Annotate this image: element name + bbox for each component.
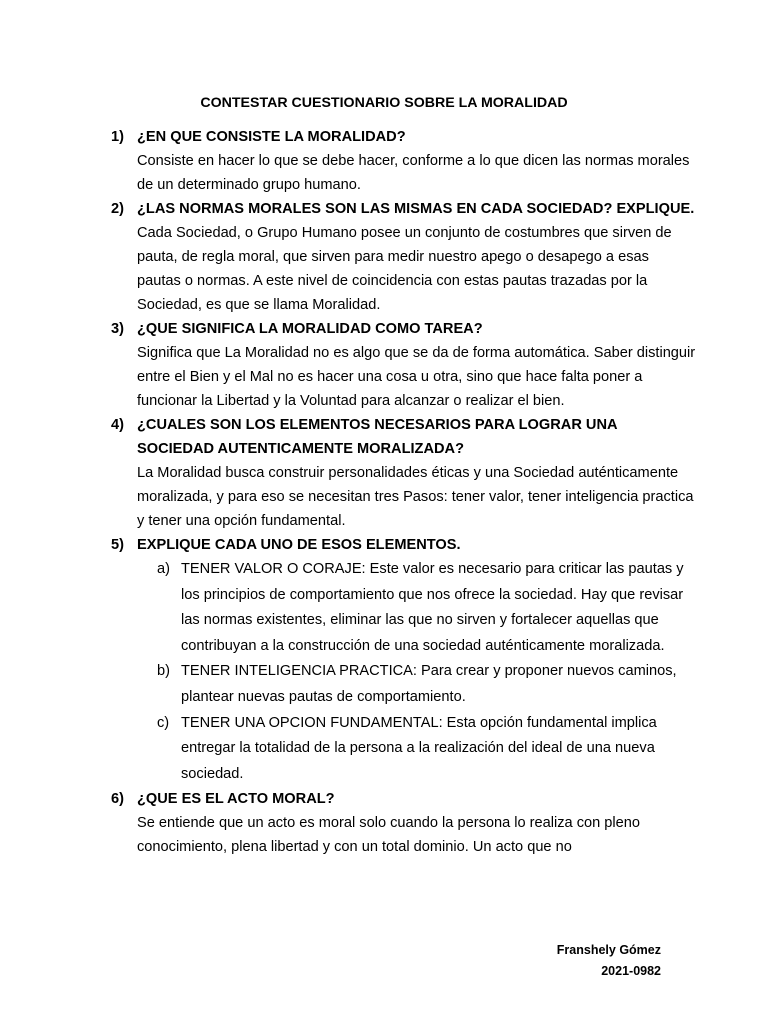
question-number: 5) [111, 537, 124, 553]
question-number: 6) [111, 791, 124, 808]
question-number: 1) [111, 129, 124, 145]
element-item-c [137, 711, 696, 788]
question-number: 3) [111, 321, 124, 337]
answer-text: Se entiende que un acto es moral solo cuando la persona lo realiza con pleno conocimiento, plena libertad y con un total dominio. Un acto que no [137, 815, 641, 856]
question-text: ¿EN QUE CONSISTE LA MORALIDAD? [137, 129, 406, 145]
answer-text: Significa que La Moralidad no es algo que se da de forma automática. Saber distinguir entre el Bien y el Mal no es hacer una cosa u otra, sino que hace falta poner a funcionar la Libertad y la Voluntad para alcanzar o realizar el bien. [137, 345, 696, 409]
question-text: ¿QUE SIGNIFICA LA MORALIDAD COMO TAREA? [137, 321, 483, 337]
question-number: 2) [111, 201, 124, 217]
element-label: b) [157, 663, 170, 680]
element-label: c) [157, 714, 170, 731]
question-item-1 [111, 125, 696, 197]
element-label: a) [157, 561, 170, 577]
answer-text: Consiste en hacer lo que se debe hacer, conforme a lo que dicen las normas morales de un determinado grupo humano. [137, 153, 690, 193]
question-item-4 [111, 413, 696, 533]
question-item-3 [111, 317, 696, 413]
student-id: 2021-0982 [601, 964, 661, 978]
element-text: TENER UNA OPCION FUNDAMENTAL: Esta opción fundamental implica entregar la totalidad de la persona a la realización del ideal de una nueva sociedad. [181, 714, 657, 782]
element-item-a [137, 557, 696, 659]
question-text: ¿CUALES SON LOS ELEMENTOS NECESARIOS PARA LOGRAR UNA SOCIEDAD AUTENTICAMENTE MORALIZADA? [137, 417, 618, 457]
document-title: CONTESTAR CUESTIONARIO SOBRE LA MORALIDAD [200, 95, 568, 111]
question-text: ¿LAS NORMAS MORALES SON LAS MISMAS EN CADA SOCIEDAD? EXPLIQUE. [137, 201, 695, 217]
question-number: 4) [111, 417, 124, 433]
question-text: EXPLIQUE CADA UNO DE ESOS ELEMENTOS. [137, 537, 461, 553]
author-footer [557, 940, 661, 982]
question-list [111, 125, 696, 859]
answer-text: Cada Sociedad, o Grupo Humano posee un conjunto de costumbres que sirven de pauta, de regla moral, que sirven para medir nuestro apego o desapego a esas pautas o normas. A este nivel de coincidencia con estas pautas trazadas por la Sociedad, es que se llama Moralidad. [137, 225, 672, 313]
question-text: ¿QUE ES EL ACTO MORAL? [137, 791, 335, 808]
question-item-2 [111, 197, 696, 317]
answer-text: La Moralidad busca construir personalidades éticas y una Sociedad auténticamente moralizada, y para eso se necesitan tres Pasos: tener valor, tener inteligencia practica y tener una opción fundamental. [137, 465, 694, 529]
author-name: Franshely Gómez [556, 943, 661, 957]
element-item-b [137, 659, 696, 710]
question-item-6 [111, 787, 696, 859]
element-text: TENER VALOR O CORAJE: Este valor es necesario para criticar las pautas y los principios de comportamiento que nos ofrece la sociedad. Hay que revisar las normas existentes, eliminar las que no sirven y fortalecer aquellas que contribuyan a la construcción de una sociedad auténticamente moralizada. [181, 561, 684, 654]
element-text: TENER INTELIGENCIA PRACTICA: Para crear y proponer nuevos caminos, plantear nuevas pautas de comportamiento. [181, 663, 677, 705]
question-item-5 [111, 533, 696, 787]
